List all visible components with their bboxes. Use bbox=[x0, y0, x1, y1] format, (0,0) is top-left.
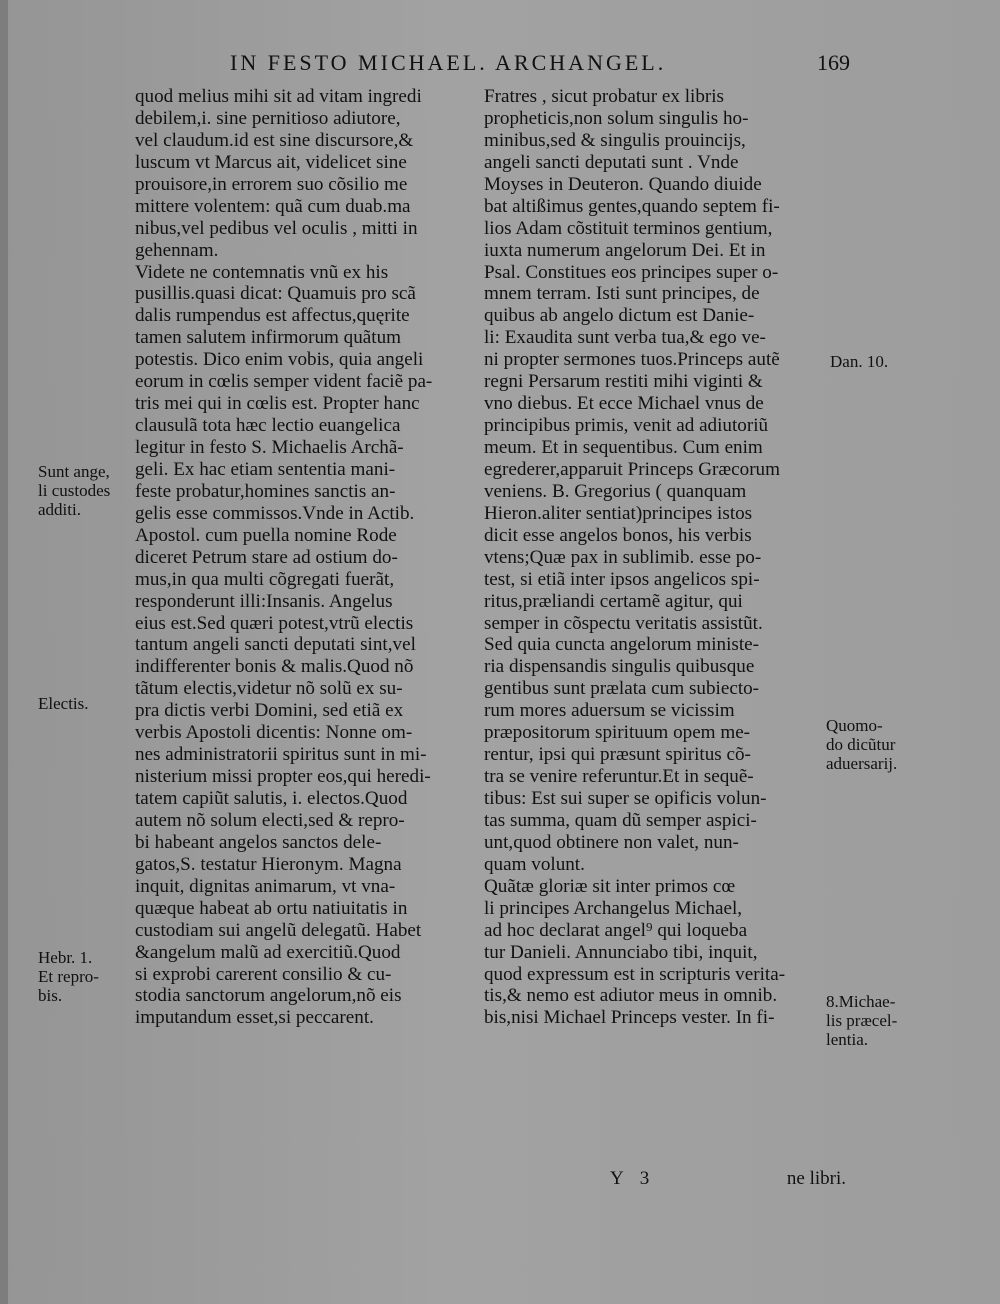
text-line: principibus primis, venit ad adiutoriũ bbox=[484, 415, 769, 437]
text-line: gentibus sunt prælata cum subiecto- bbox=[484, 678, 760, 700]
text-line: mittere volentem: quã cum duab.ma bbox=[135, 195, 411, 217]
right-text-column bbox=[484, 86, 829, 1029]
text-line: vtens;Quæ pax in sublimib. esse po- bbox=[484, 546, 762, 568]
text-line: diceret Petrum stare ad ostium do- bbox=[135, 546, 398, 568]
text-line: semper in cõspectu veritatis assistũt. bbox=[484, 612, 763, 634]
text-line: geli. Ex hac etiam sententia mani- bbox=[135, 458, 396, 480]
text-line: propheticis,non solum singulis ho- bbox=[484, 107, 749, 129]
margin-note-quomodo bbox=[826, 716, 897, 773]
text-line: feste probatur,homines sanctis an- bbox=[135, 480, 396, 502]
text-line: tãtum electis,videtur nõ solũ ex su- bbox=[135, 678, 403, 700]
text-line: ritus,præliandi certamẽ agitur, qui bbox=[484, 590, 743, 612]
text-line: ria dispensandis singulis quibusque bbox=[484, 656, 755, 678]
text-line: minibus,sed & singulis prouincijs, bbox=[484, 129, 746, 151]
text-line: rum mores aduersum se vicissim bbox=[484, 700, 735, 722]
text-line: angeli sancti deputati sunt . Vnde bbox=[484, 151, 739, 173]
text-line: Fratres , sicut probatur ex libris bbox=[484, 86, 724, 107]
text-line: &angelum malũ ad exercitiũ.Quod bbox=[135, 941, 401, 963]
text-line: tra se venire referuntur.Et in sequẽ- bbox=[484, 766, 754, 788]
page-number: 169 bbox=[817, 50, 850, 75]
text-line: tamen salutem infirmorum quãtum bbox=[135, 327, 402, 349]
text-line: gehennam. bbox=[135, 239, 219, 261]
text-line: nes administratorii spiritus sunt in mi- bbox=[135, 744, 427, 766]
text-line: iuxta numerum angelorum Dei. Et in bbox=[484, 239, 766, 261]
margin-note-line: li custodes bbox=[38, 481, 111, 500]
text-line: vno diebus. Et ecce Michael vnus de bbox=[484, 393, 764, 415]
margin-note-line: aduersarij. bbox=[826, 754, 898, 773]
margin-note-line: Et repro- bbox=[38, 967, 99, 986]
margin-note-michael-excellentia bbox=[826, 992, 897, 1049]
margin-note-line: Electis. bbox=[38, 694, 89, 713]
page-edge-shadow bbox=[0, 0, 8, 1304]
text-line: tis,& nemo est adiutor meus in omnib. bbox=[484, 985, 778, 1007]
margin-note-hebr bbox=[38, 948, 99, 1005]
text-line: potestis. Dico enim vobis, quia angeli bbox=[135, 349, 424, 371]
text-line: gelis esse commissos.Vnde in Actib. bbox=[135, 502, 415, 524]
text-line: Psal. Constitues eos principes super o- bbox=[484, 261, 779, 283]
running-header bbox=[230, 50, 850, 90]
text-line: pra dictis verbi Domini, sed etiã ex bbox=[135, 700, 404, 722]
text-line: stodia sanctorum angelorum,nõ eis bbox=[135, 985, 402, 1007]
text-line: custodiam sui angelũ delegatũ. Habet bbox=[135, 919, 422, 941]
text-line: eorum in cœlis semper vident faciẽ pa- bbox=[135, 371, 433, 393]
margin-note-line: bis. bbox=[38, 986, 63, 1005]
text-line: quam volunt. bbox=[484, 853, 585, 875]
text-line: tur Danieli. Annunciabo tibi, inquit, bbox=[484, 941, 758, 963]
left-text-column bbox=[135, 86, 480, 1029]
margin-note-line: Hebr. 1. bbox=[38, 948, 93, 967]
margin-note-angels-custodes bbox=[38, 462, 110, 519]
text-line: bat altißimus gentes,quando septem fi- bbox=[484, 195, 780, 217]
text-line: Hieron.aliter sentiat)principes istos bbox=[484, 502, 753, 524]
running-title: IN FESTO MICHAEL. ARCHANGEL. bbox=[230, 50, 667, 75]
text-line: egrederer,apparuit Princeps Græcorum bbox=[484, 458, 781, 480]
text-line: veniens. B. Gregorius ( quanquam bbox=[484, 480, 747, 502]
text-line: ad hoc declarat angel⁹ qui loqueba bbox=[484, 919, 748, 941]
text-line: quæque habeat ab ortu natiuitatis in bbox=[135, 897, 408, 919]
text-line: Moyses in Deuteron. Quando diuide bbox=[484, 173, 762, 195]
text-line: tris mei qui in cœlis est. Propter hanc bbox=[135, 393, 420, 415]
text-line: clausulã tota hæc lectio euangelica bbox=[135, 415, 401, 437]
margin-note-line: do dicũtur bbox=[826, 735, 896, 754]
text-line: bis,nisi Michael Princeps vester. In fi- bbox=[484, 1007, 775, 1029]
text-line: tantum angeli sancti deputati sint,vel bbox=[135, 634, 416, 656]
text-line: eius est.Sed quæri potest,vtrũ electis bbox=[135, 612, 414, 634]
page-footer bbox=[600, 1168, 860, 1194]
text-line: præpositorum spirituum opem me- bbox=[484, 722, 751, 744]
text-line: quod expressum est in scripturis verita- bbox=[484, 963, 786, 985]
text-line: nibus,vel pedibus vel oculis , mitti in bbox=[135, 217, 418, 239]
text-line: legitur in festo S. Michaelis Archã- bbox=[135, 437, 404, 458]
margin-note-line: 8.Michae- bbox=[826, 992, 896, 1011]
text-line: quibus ab angelo dictum est Danie- bbox=[484, 305, 755, 327]
text-line: verbis Apostoli dicentis: Nonne om- bbox=[135, 722, 413, 744]
text-line: luscum vt Marcus ait, videlicet sine bbox=[135, 151, 407, 173]
text-line: prouisore,in errorem suo cõsilio me bbox=[135, 173, 408, 195]
text-line: responderunt illi:Insanis. Angelus bbox=[135, 590, 393, 612]
text-line: bi habeant angelos sanctos dele- bbox=[135, 831, 382, 853]
text-line: lios Adam cõstituit terminos gentium, bbox=[484, 217, 773, 239]
text-line: pusillis.quasi dicat: Quamuis pro scã bbox=[135, 283, 416, 305]
text-line: Apostol. cum puella nomine Rode bbox=[135, 524, 397, 546]
text-line: vel claudum.id est sine discursore,& bbox=[135, 129, 414, 151]
text-line: imputandum esset,si peccarent. bbox=[135, 1007, 374, 1029]
margin-note-line: Sunt ange, bbox=[38, 462, 110, 481]
text-line: mus,in qua multi cõgregati fuerãt, bbox=[135, 568, 395, 590]
text-line: Sed quia cuncta angelorum ministe- bbox=[484, 634, 760, 656]
margin-note-dan bbox=[830, 352, 888, 371]
text-line: nisterium missi propter eos,qui heredi- bbox=[135, 766, 431, 788]
text-line: meum. Et in sequentibus. Cum enim bbox=[484, 437, 763, 458]
text-line: inquit, dignitas animarum, vt vna- bbox=[135, 875, 396, 897]
margin-note-line: lis præcel- bbox=[826, 1011, 898, 1030]
text-line: indifferenter bonis & malis.Quod nõ bbox=[135, 656, 414, 678]
catchword: ne libri. bbox=[786, 1168, 846, 1189]
text-line: li principes Archangelus Michael, bbox=[484, 897, 743, 919]
margin-note-line: Quomo- bbox=[826, 716, 883, 735]
text-line: dalis rumpendus est affectus,quęrite bbox=[135, 305, 410, 327]
signature-mark: Y 3 bbox=[610, 1168, 656, 1189]
text-line: regni Persarum restiti mihi viginti & bbox=[484, 371, 763, 393]
text-line: ni propter sermones tuos.Princeps autẽ bbox=[484, 349, 780, 371]
margin-note-line: Dan. 10. bbox=[830, 352, 889, 371]
margin-note-line: lentia. bbox=[826, 1030, 869, 1049]
text-line: Videte ne contemnatis vnũ ex his bbox=[135, 261, 389, 283]
text-line: li: Exaudita sunt verba tua,& ego ve- bbox=[484, 327, 766, 349]
margin-note-line: additi. bbox=[38, 500, 81, 519]
text-line: Quãtæ gloriæ sit inter primos cœ bbox=[484, 875, 736, 897]
text-line: debilem,i. sine pernitioso adiutore, bbox=[135, 107, 401, 129]
text-line: mnem terram. Isti sunt principes, de bbox=[484, 283, 760, 305]
text-line: tas summa, quam dũ semper aspici- bbox=[484, 809, 757, 831]
text-line: tatem capiũt salutis, i. electos.Quod bbox=[135, 788, 408, 809]
text-line: unt,quod obtinere non valet, nun- bbox=[484, 831, 739, 853]
margin-note-electis bbox=[38, 694, 89, 713]
text-line: test, si etiã inter ipsos angelicos spi- bbox=[484, 568, 760, 590]
text-line: dicit esse angelos bonos, his verbis bbox=[484, 524, 752, 546]
text-line: gatos,S. testatur Hieronym. Magna bbox=[135, 853, 402, 875]
text-line: si exprobi carerent consilio & cu- bbox=[135, 963, 392, 985]
text-line: autem nõ solum electi,sed & repro- bbox=[135, 809, 405, 831]
text-line: tibus: Est sui super se opificis volun- bbox=[484, 788, 767, 809]
text-line: quod melius mihi sit ad vitam ingredi bbox=[135, 86, 422, 107]
text-line: rentur, ipsi qui præsunt spiritus cõ- bbox=[484, 744, 751, 766]
